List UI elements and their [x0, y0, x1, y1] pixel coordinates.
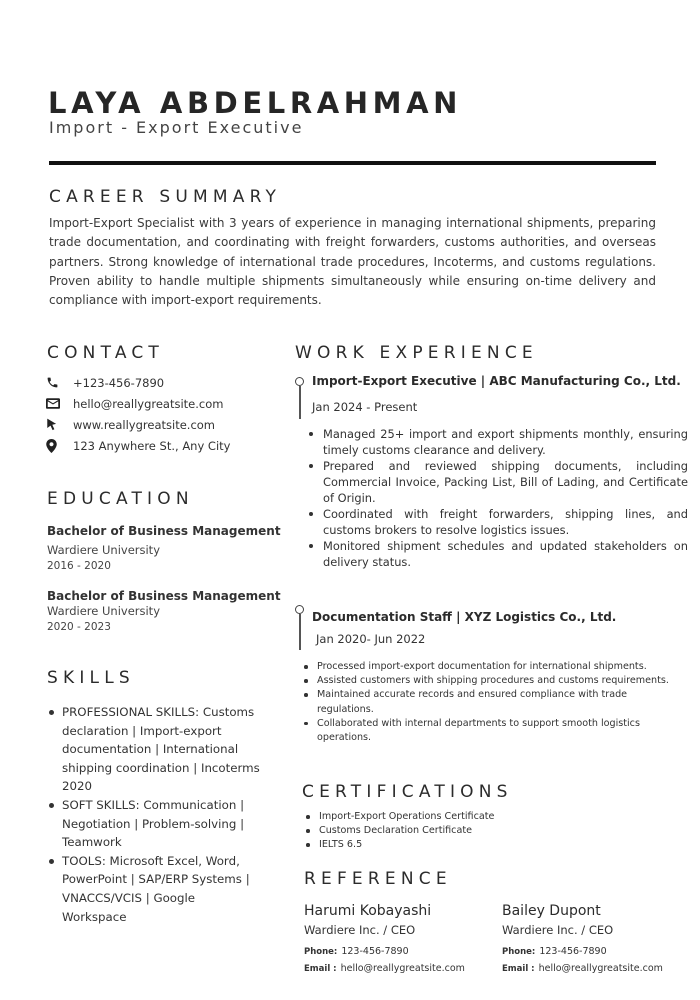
timeline-line [299, 386, 301, 419]
contact-item-website [46, 414, 286, 435]
career-summary-heading: CAREER SUMMARY [49, 187, 282, 207]
certification-item: IELTS 6.5 [305, 838, 605, 852]
job-bullet: Assisted customers with shipping procedures and customs requirements. [302, 674, 682, 688]
certification-item: Import-Export Operations Certificate [305, 810, 605, 824]
contact-phone-text: +123-456-7890 [73, 375, 165, 390]
contact-website-text: www.reallygreatsite.com [73, 417, 216, 432]
cursor-icon [46, 418, 73, 431]
job-bullet-list [306, 426, 688, 570]
certifications-heading: CERTIFICATIONS [302, 782, 513, 802]
contact-item-phone [46, 372, 286, 393]
job-bullet: Processed import-export documentation for international shipments. [302, 660, 682, 674]
education-degree: Bachelor of Business Management [47, 524, 281, 538]
skill-item: SOFT SKILLS: Communication | Negotiation | Problem-solving | Teamwork [47, 796, 262, 852]
email-label: Email : [304, 964, 337, 974]
job-bullet: Prepared and reviewed shipping documents, including Commercial Invoice, Packing List, Bill of Lading, and Certificate of Origin. [306, 458, 688, 506]
education-school: Wardiere University [47, 604, 160, 618]
job-title-subtitle: Import - Export Executive [49, 118, 304, 137]
job-bullet: Collaborated with internal departments to support smooth logistics operations. [302, 717, 682, 745]
contact-list [46, 372, 286, 456]
contact-item-email [46, 393, 286, 414]
contact-item-address [46, 435, 286, 456]
skills-list [47, 703, 262, 926]
reference-email-value: hello@reallygreatsite.com [340, 963, 465, 974]
education-years: 2016 - 2020 [47, 560, 111, 572]
reference-email-value: hello@reallygreatsite.com [538, 963, 663, 974]
job-bullet: Maintained accurate records and ensured compliance with trade regulations. [302, 688, 682, 716]
timeline-line [299, 614, 301, 650]
job-title: Documentation Staff | XYZ Logistics Co., Ltd. [312, 610, 617, 624]
reference-role: Wardiere Inc. / CEO [502, 923, 614, 937]
reference-heading: REFERENCE [304, 869, 452, 889]
email-icon [46, 398, 73, 409]
job-bullet: Coordinated with freight forwarders, shipping lines, and customs brokers to resolve logistics issues. [306, 506, 688, 538]
reference-phone-value: 123-456-7890 [539, 946, 607, 957]
header-divider [49, 161, 656, 165]
certification-item: Customs Declaration Certificate [305, 824, 605, 838]
reference-name: Bailey Dupont [502, 903, 601, 919]
skills-heading: SKILLS [47, 668, 135, 688]
job-bullet: Managed 25+ import and export shipments monthly, ensuring timely customs clearance and delivery. [306, 426, 688, 458]
contact-email-text: hello@reallygreatsite.com [73, 396, 224, 411]
skill-item: TOOLS: Microsoft Excel, Word, PowerPoint | SAP/ERP Systems | VNACCS/VCIS | Google Workspace [47, 852, 262, 926]
job-bullet-list [302, 660, 682, 745]
skill-item: PROFESSIONAL SKILLS: Customs declaration | Import-export documentation | International shipping coordination | Incoterms 2020 [47, 703, 262, 796]
job-dates: Jan 2020- Jun 2022 [316, 632, 426, 646]
job-dates: Jan 2024 - Present [312, 400, 418, 414]
timeline-dot [295, 377, 304, 386]
location-pin-icon [46, 439, 73, 453]
job-bullet: Monitored shipment schedules and updated stakeholders on delivery status. [306, 538, 688, 570]
reference-email [304, 963, 465, 974]
reference-phone [502, 946, 607, 957]
reference-phone-value: 123-456-7890 [341, 946, 409, 957]
education-school: Wardiere University [47, 543, 160, 557]
timeline-dot [295, 605, 304, 614]
email-label: Email : [502, 964, 535, 974]
contact-address-text: 123 Anywhere St., Any City [73, 438, 231, 453]
phone-label: Phone: [304, 947, 338, 957]
reference-name: Harumi Kobayashi [304, 903, 432, 919]
resume-name: LAYA ABDELRAHMAN [48, 86, 463, 120]
reference-email [502, 963, 663, 974]
career-summary-text: Import-Export Specialist with 3 years of experience in managing international shipments, preparing trade documentation, and coordinating with freight forwarders, customs authorities, and overseas partners. Strong knowledge of international trade procedures, Incoterms, and customs regulations. Proven ability to handle multiple shipments simultaneously while ensuring on-time delivery and compliance with import-export requirements. [49, 216, 656, 308]
education-heading: EDUCATION [47, 489, 194, 509]
phone-label: Phone: [502, 947, 536, 957]
reference-phone [304, 946, 409, 957]
reference-role: Wardiere Inc. / CEO [304, 923, 416, 937]
phone-icon [46, 376, 73, 389]
work-experience-heading: WORK EXPERIENCE [295, 343, 538, 363]
certifications-list [305, 810, 605, 852]
job-title: Import-Export Executive | ABC Manufacturing Co., Ltd. [312, 374, 681, 388]
contact-heading: CONTACT [47, 343, 165, 363]
education-degree: Bachelor of Business Management [47, 589, 281, 603]
education-years: 2020 - 2023 [47, 621, 111, 633]
